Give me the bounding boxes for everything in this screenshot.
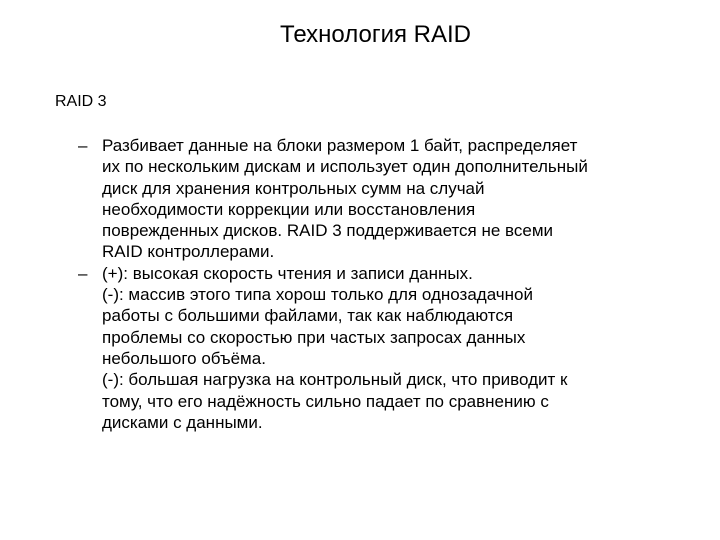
slide-subtitle: RAID 3 bbox=[55, 93, 107, 110]
bullet-dash: – bbox=[78, 263, 88, 283]
bullet-line: диск для хранения контрольных сумм на случай bbox=[102, 178, 485, 198]
bullet-line: необходимости коррекции или восстановления bbox=[102, 199, 476, 219]
bullet-list bbox=[78, 135, 688, 433]
slide-title: Технология RAID bbox=[280, 21, 471, 48]
bullet-line: (+): высокая скорость чтения и записи данных. bbox=[102, 263, 473, 283]
bullet-line: поврежденных дисков. RAID 3 поддерживается не всеми bbox=[102, 221, 554, 241]
bullet-line: работы с большими файлами, так как наблюдаются bbox=[102, 306, 514, 326]
bullet-line: (-): большая нагрузка на контрольный диск, что приводит к bbox=[102, 370, 568, 390]
bullet-item bbox=[78, 135, 688, 263]
bullet-line: (-): массив этого типа хорош только для однозадачной bbox=[102, 285, 534, 305]
bullet-line: их по нескольким дискам и использует один дополнительный bbox=[102, 157, 588, 177]
bullet-item bbox=[78, 263, 688, 433]
bullet-line: Разбивает данные на блоки размером 1 байт, распределяет bbox=[102, 136, 578, 155]
bullet-line: RAID контроллерами. bbox=[102, 242, 275, 262]
bullet-line: проблемы со скоростью при частых запросах данных bbox=[102, 327, 526, 347]
bullet-line: дисками с данными. bbox=[102, 412, 263, 432]
bullet-dash: – bbox=[78, 136, 88, 155]
bullet-line: тому, что его надёжность сильно падает по сравнению с bbox=[102, 391, 549, 411]
bullet-line: небольшого объёма. bbox=[102, 348, 266, 368]
